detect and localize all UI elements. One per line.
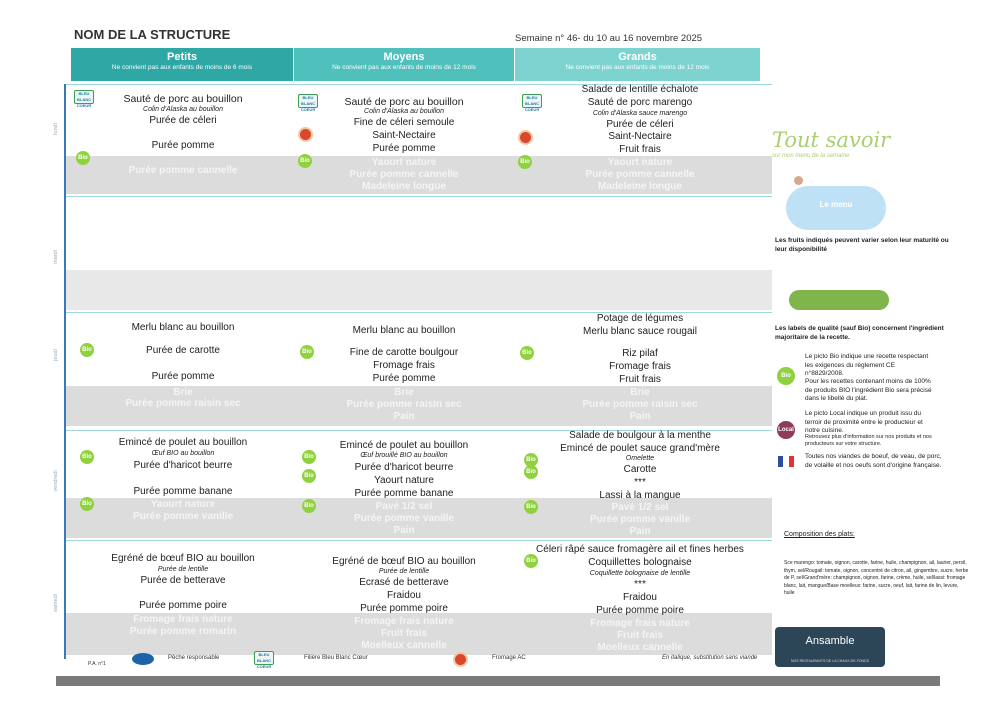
snack: Fromage frais nature [590, 618, 690, 629]
bio-icon: Bio [302, 469, 316, 483]
dish: Saint-Nectaire [372, 130, 436, 141]
dish: Fromage frais [609, 361, 671, 372]
page-ref: P.A. n°1 [88, 661, 106, 667]
snack: Purée pomme vanille [132, 511, 234, 522]
dish: Céleri râpé sauce fromagère ail et fines herbes [536, 544, 744, 555]
dish: Egréné de bœuf BIO au bouillon [332, 556, 476, 567]
legend-bbc: Filière Bleu Blanc Cœur [304, 655, 368, 661]
day-label: samedi [53, 594, 59, 612]
cheese-aoc-icon [453, 652, 468, 667]
scan-border [56, 676, 940, 686]
bio-icon: Bio [80, 450, 94, 464]
labels-note: Les labels de qualité (sauf Bio) concernent l'ingrédient majoritaire de la recette. [775, 325, 944, 341]
dish: Fine de carotte boulgour [349, 347, 459, 358]
snack: Pavé 1/2 sel [611, 502, 669, 513]
dish: Potage de légumes [596, 313, 684, 324]
origin-note: Toutes nos viandes de boeuf, de veau, de porc, de volaille et nos oeufs sont d'origine française. [805, 453, 942, 469]
ice-cream-icon [794, 176, 803, 185]
column-name: Petits [167, 51, 197, 63]
bio-icon: Bio [300, 345, 314, 359]
info-heading: Tout savoir [772, 128, 891, 152]
column-header-petits [71, 48, 293, 81]
snack: Fromage frais nature [133, 614, 233, 625]
snack: Purée pomme raisin sec [125, 398, 241, 409]
dish: Emincé de poulet au bouillon [118, 437, 248, 448]
bio-icon: Bio [302, 499, 316, 513]
dish: Purée pomme [151, 371, 215, 382]
france-flag-icon [778, 456, 794, 467]
snack: Yaourt nature [150, 499, 216, 510]
column-note: Ne convient pas aux enfants de moins de 12 mois [332, 64, 476, 71]
bio-icon: Bio [524, 500, 538, 514]
dish: Sauté de porc au bouillon [123, 93, 243, 105]
snack: Pain [393, 525, 415, 536]
dish: *** [634, 579, 646, 590]
bio-icon: Bio [524, 465, 538, 479]
dish: Salade de lentille échalote [581, 84, 699, 95]
fruits-note: Les fruits indiqués peuvent varier selon leur maturité ou leur disponibilité [775, 237, 949, 253]
snack: Yaourt nature [607, 157, 673, 168]
legend-peche: Pêche responsable [168, 655, 220, 661]
bio-note-2: Pour les recettes contenant moins de 100% de produits BIO l'ingrédient Bio sera précisé dans le libellé du plat. [805, 378, 932, 402]
dish: Carotte [623, 464, 657, 475]
snack: Pain [629, 411, 651, 422]
bio-icon: Bio [302, 450, 316, 464]
column-note: Ne convient pas aux enfants de moins de 6 mois [111, 64, 253, 71]
composition-text: Sce marengo: tomate, oignon, carotte, farine, huile, champignon, ail, laurier, persil, thym, sel/Rougail: tomate, oignon, concentré de citron, ail, gingembre, sucre, herbe de P, sel/Grand'mère: champignon, oignon, farine, crème, huile, sel/lassi: fromage blanc, lait, mangue/Base moelleux: farine, sucre, oeuf, lait, farine de lin, levure, huile [784, 560, 969, 596]
dish: Purée de céleri [606, 119, 674, 130]
info-subheading: sur mon menu de la semaine [772, 153, 850, 159]
dish: Yaourt nature [374, 475, 434, 486]
snack: Yaourt nature [371, 157, 437, 168]
dish-alt: Colin d'Alaska au bouillon [364, 108, 444, 115]
dish-alt: Colin d'Alaska au bouillon [143, 106, 223, 113]
dish: *** [634, 477, 646, 488]
dish: Purée pomme banane [133, 486, 233, 497]
column-header-grands [515, 48, 760, 81]
dish: Purée pomme poire [596, 605, 684, 616]
snack: Fruit frais [380, 628, 428, 639]
local-note-2: Retrouvez plus d'information sur nos produits et nos producteurs sur votre structure. [805, 434, 932, 447]
dish: Fine de céleri semoule [353, 117, 455, 128]
dish: Merlu blanc au bouillon [352, 325, 456, 336]
snack: Brie [630, 387, 650, 398]
column-name: Grands [618, 51, 657, 63]
bleu-blanc-coeur-icon: BLEU BLANC COEUR [522, 94, 542, 108]
dish: Purée pomme [151, 140, 215, 151]
snack: Purée pomme cannelle [128, 165, 238, 176]
snack: Brie [173, 387, 193, 398]
dish: Purée pomme poire [139, 600, 227, 611]
dish: Salade de boulgour à la menthe [569, 430, 711, 441]
dish: Ecrasé de betterave [359, 577, 449, 588]
dish: Fraidou [387, 590, 421, 601]
day-label: jeudi [53, 349, 59, 361]
dish: Saint-Nectaire [608, 131, 672, 142]
brand-logo [775, 627, 885, 667]
snack: Brie [394, 387, 414, 398]
bio-icon: Bio [524, 453, 538, 467]
dish-alt: Œuf brouillé BIO au bouillon [360, 452, 448, 459]
dish: Purée pomme [372, 143, 436, 154]
snack: Pavé 1/2 sel [375, 501, 433, 512]
snack: Fruit frais [616, 630, 664, 641]
snack: Madeleine longue [598, 181, 682, 192]
dish: Fruit frais [619, 144, 661, 155]
bleu-blanc-coeur-icon: BLEU BLANC COEUR [298, 94, 318, 108]
dish: Sauté de porc marengo [587, 97, 693, 108]
dish: Coquillettes bolognaise [588, 557, 692, 568]
snack: Pain [629, 526, 651, 537]
dish: Fromage frais [373, 360, 435, 371]
dish-alt: Omelette [625, 455, 655, 462]
bio-icon: Bio [520, 346, 534, 360]
dish: Sauté de porc au bouillon [344, 96, 464, 108]
snack: Purée pomme cannelle [585, 169, 695, 180]
day-label: vendredi [53, 470, 59, 492]
dish-alt: Œuf BIO au bouillon [151, 450, 215, 457]
snack: Fromage frais nature [354, 616, 454, 627]
dish: Purée de carotte [146, 345, 220, 356]
snack: Purée pomme vanille [353, 513, 455, 524]
brand-tagline: NOS RESTAURANTS DE LA CHAUX-DE-FONDS [791, 659, 869, 663]
column-header-moyens [294, 48, 514, 81]
dish-alt: Purée de lentille [157, 566, 209, 573]
snack: Pain [393, 411, 415, 422]
dish: Emincé de poulet sauce grand'mère [560, 443, 720, 454]
bio-icon: Bio [298, 154, 312, 168]
cloud-badge: Le menu [786, 186, 886, 230]
snack: Madeleine longue [362, 181, 446, 192]
local-icon: Local [777, 421, 795, 439]
dish: Purée pomme [372, 373, 436, 384]
dish: Purée d'haricot beurre [133, 460, 233, 471]
dish-alt: Purée de lentille [378, 568, 430, 575]
composition-title: Composition des plats: [784, 531, 855, 538]
legend-aoc: Fromage AC [492, 655, 526, 661]
column-name: Moyens [383, 51, 425, 63]
legend-italic: En italique, substitution sans viande [662, 655, 758, 661]
snack: Purée pomme vanille [589, 514, 691, 525]
bleu-blanc-coeur-icon: BLEU BLANC COEUR [74, 90, 94, 104]
peas-illustration [789, 290, 889, 310]
week-label: Semaine n° 46- du 10 au 16 novembre 2025 [515, 33, 703, 44]
snack: Purée pomme raisin sec [346, 399, 462, 410]
bleu-blanc-coeur-icon: BLEU BLANC COEUR [254, 651, 274, 665]
dish: Purée pomme banane [354, 488, 454, 499]
dish: Purée de céleri [149, 115, 217, 126]
dish: Merlu blanc sauce rougail [583, 326, 697, 337]
dish: Egréné de bœuf BIO au bouillon [111, 553, 255, 564]
dish: Fruit frais [619, 374, 661, 385]
brand-name: Ansamble [805, 635, 855, 647]
dish-alt: Coquillette bolognaise de lentille [589, 570, 691, 577]
dish: Purée d'haricot beurre [354, 462, 454, 473]
empty-band [66, 270, 772, 310]
dish-alt: Colin d'Alaska sauce marengo [592, 110, 688, 117]
bio-icon: Bio [777, 367, 795, 385]
bio-note: Le picto Bio indique une recette respectant les exigences du règlement CE n°8829/2008. [805, 353, 929, 377]
column-note: Ne convient pas aux enfants de moins de 12 mois [565, 64, 710, 71]
dish: Purée pomme poire [360, 603, 448, 614]
dish: Lassi à la mangue [599, 490, 681, 501]
bio-icon: Bio [76, 151, 90, 165]
dish: Emincé de poulet au bouillon [339, 440, 469, 451]
dish: Purée de betterave [140, 575, 226, 586]
snack: Purée pomme romarin [129, 626, 237, 637]
dish: Merlu blanc au bouillon [131, 322, 235, 333]
day-label: lundi [53, 123, 59, 135]
snack: Purée pomme cannelle [349, 169, 459, 180]
snack: Purée pomme raisin sec [582, 399, 698, 410]
bio-icon: Bio [518, 155, 532, 169]
snack: Moelleux cannelle [597, 642, 683, 653]
page-title: NOM DE LA STRUCTURE [74, 27, 231, 42]
bio-icon: Bio [524, 554, 538, 568]
fish-label-icon [132, 653, 154, 665]
local-note: Le picto Local indique un produit issu du terroir de proximité entre le producteur et notre cuisine. [805, 410, 923, 434]
dish: Fraidou [623, 592, 657, 603]
bio-icon: Bio [80, 343, 94, 357]
day-label: mardi [53, 250, 59, 264]
bio-icon: Bio [80, 497, 94, 511]
dish: Riz pilaf [622, 348, 658, 359]
snack: Moelleux cannelle [361, 640, 447, 651]
